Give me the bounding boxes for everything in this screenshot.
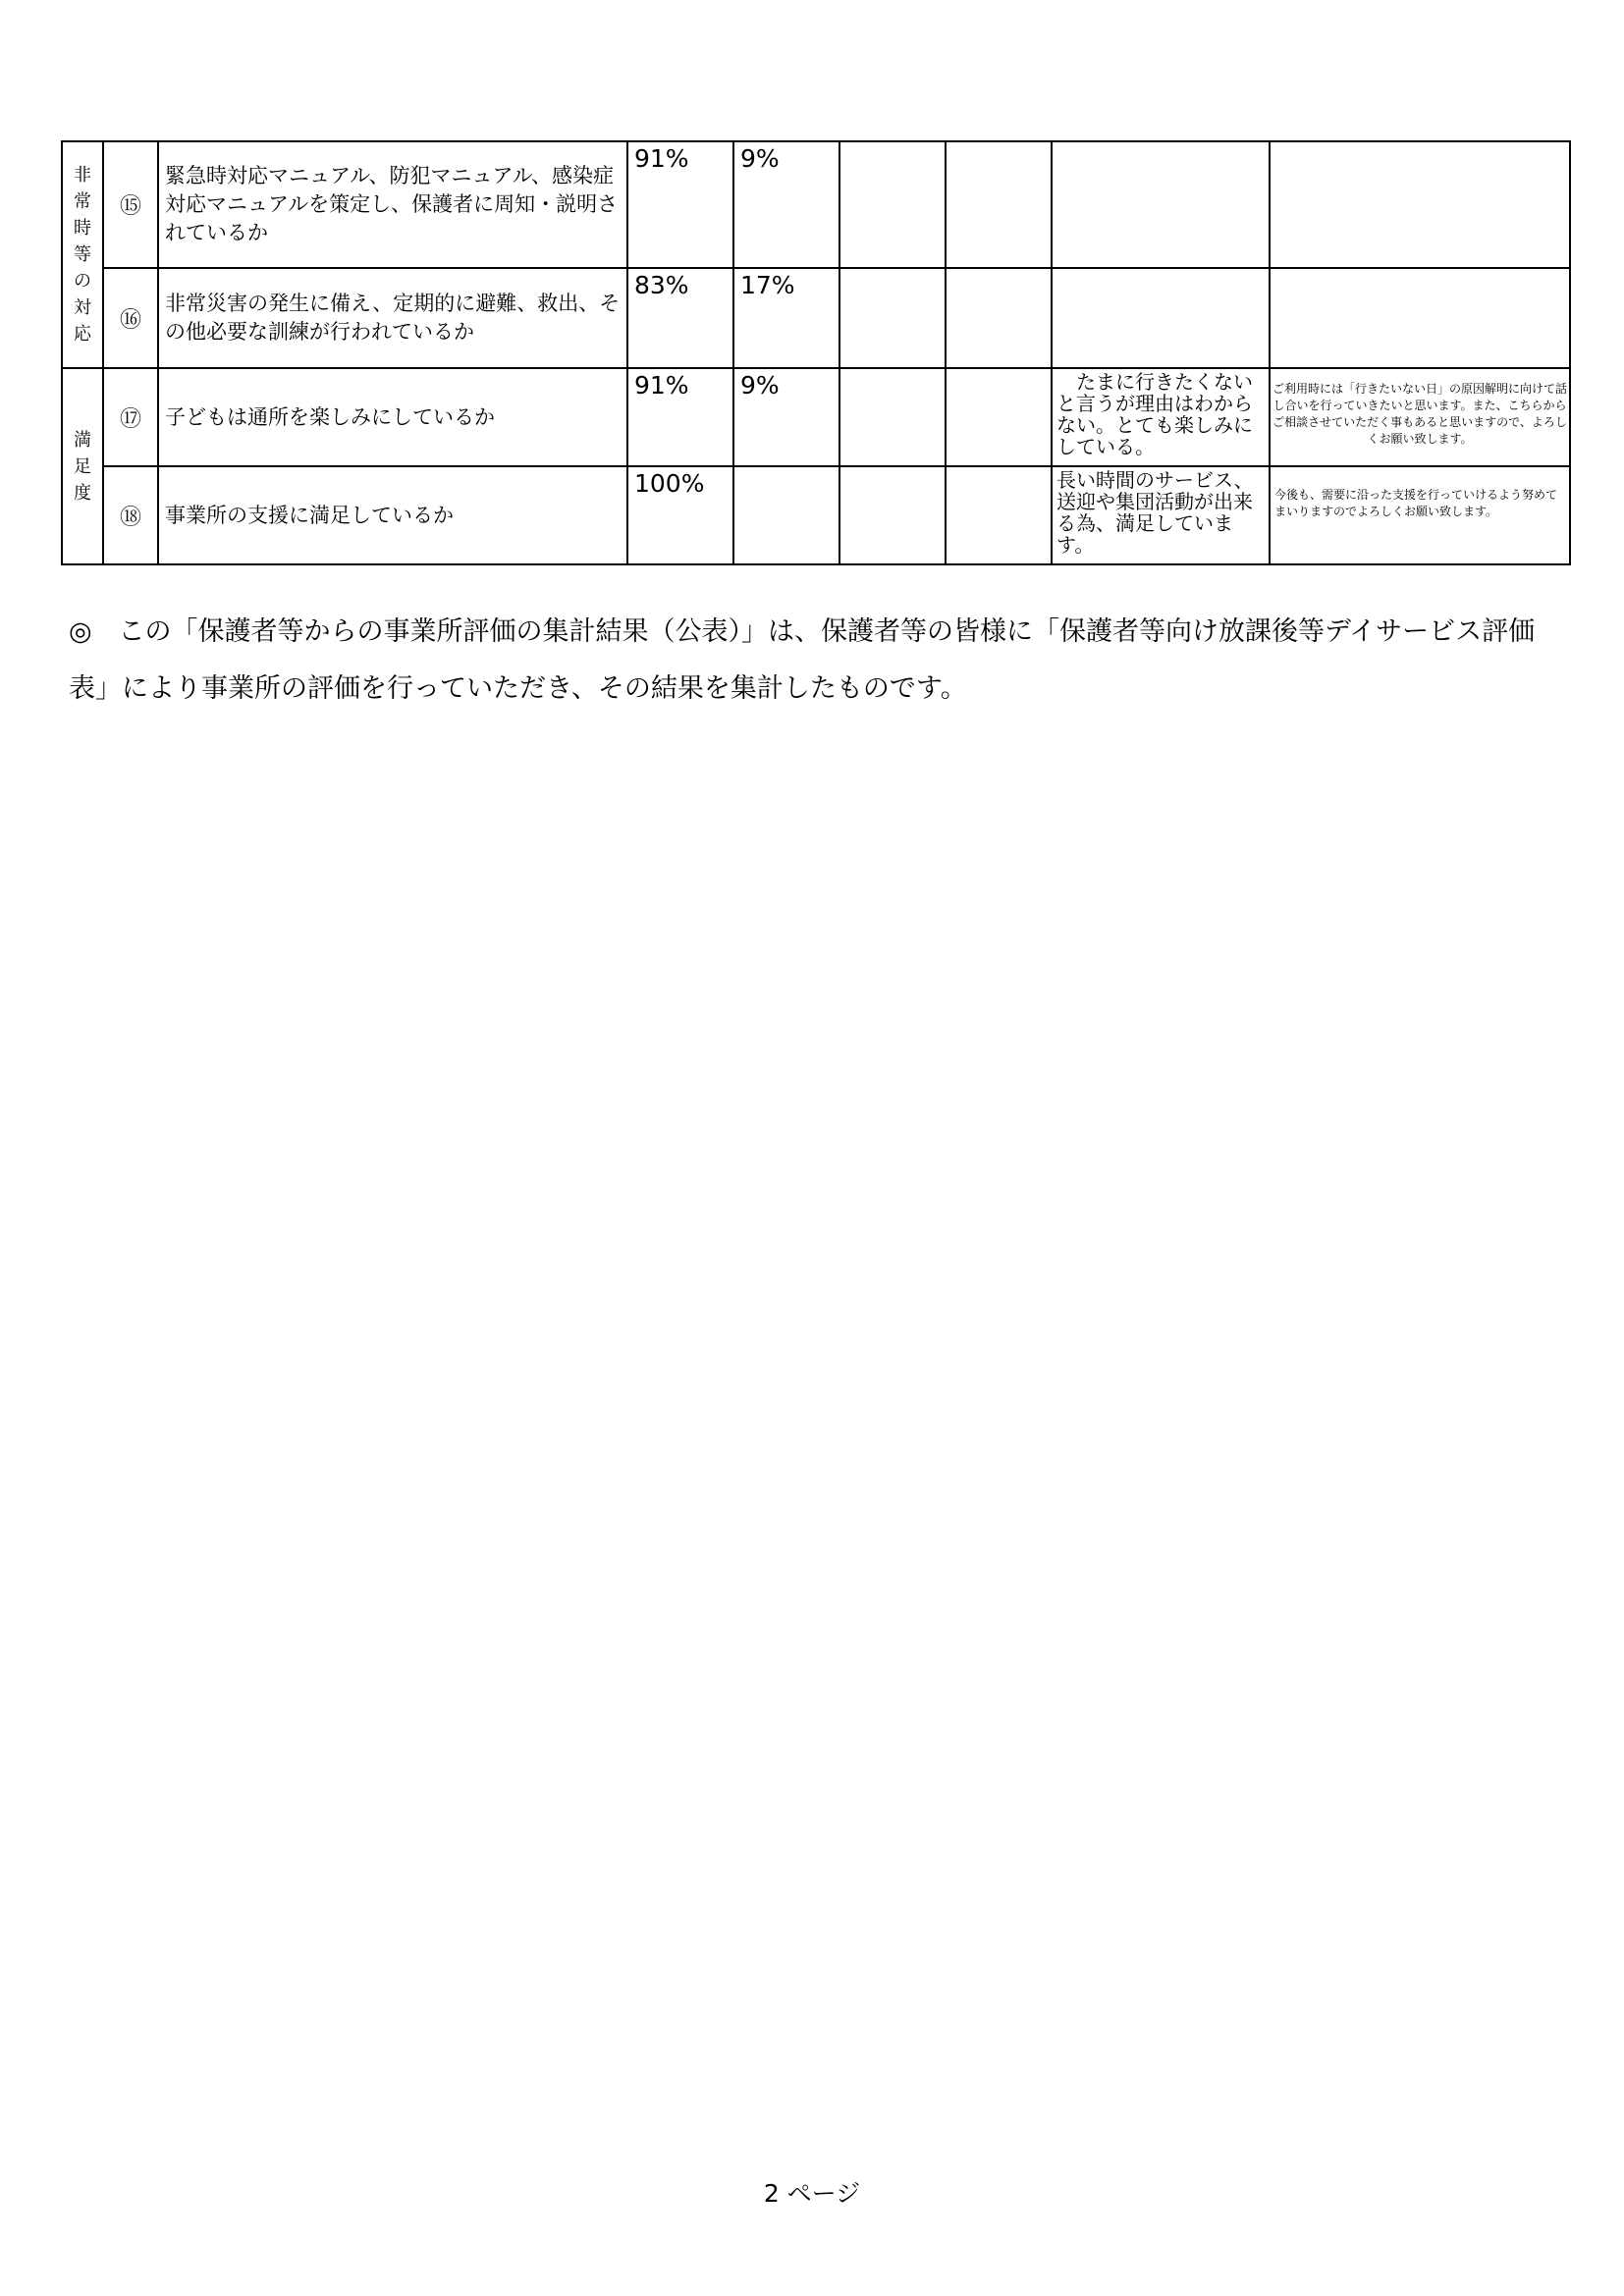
percent-no — [839, 466, 946, 564]
guardian-opinion — [1052, 268, 1270, 368]
table-row — [62, 141, 1570, 268]
category-cell-satisfaction: 満足度 — [62, 368, 103, 564]
item-number: ⑱ — [103, 466, 158, 564]
guardian-opinion: 長い時間のサービス、送迎や集団活動が出来る為、満足しています。 — [1052, 466, 1270, 564]
percent-unknown — [946, 466, 1052, 564]
category-cell-emergency: 非常時等の対応 — [62, 141, 103, 368]
percent-somewhat: 17% — [733, 268, 839, 368]
item-number: ⑰ — [103, 368, 158, 466]
facility-response — [1270, 268, 1570, 368]
evaluation-table — [61, 140, 1571, 565]
percent-yes: 83% — [627, 268, 733, 368]
table-row — [62, 368, 1570, 466]
guardian-opinion — [1052, 141, 1270, 268]
percent-no — [839, 268, 946, 368]
question-cell: 子どもは通所を楽しみにしているか — [158, 368, 627, 466]
question-cell: 緊急時対応マニュアル、防犯マニュアル、感染症対応マニュアルを策定し、保護者に周知・説明されているか — [158, 141, 627, 268]
percent-yes: 100% — [627, 466, 733, 564]
table-row — [62, 466, 1570, 564]
percent-somewhat: 9% — [733, 368, 839, 466]
percent-somewhat — [733, 466, 839, 564]
percent-no — [839, 141, 946, 268]
disclosure-note: ◎ この「保護者等からの事業所評価の集計結果（公表）」は、保護者等の皆様に「保護者等向け放課後等デイサービス評価表」により事業所の評価を行っていただき、その結果を集計したものです。 — [69, 616, 1536, 704]
table-row — [62, 268, 1570, 368]
percent-no — [839, 368, 946, 466]
facility-response: 今後も、需要に沿った支援を行っていけるよう努めてまいりますのでよろしくお願い致します。 — [1270, 466, 1570, 564]
item-number: ⑮ — [103, 141, 158, 268]
question-cell: 事業所の支援に満足しているか — [158, 466, 627, 564]
percent-unknown — [946, 268, 1052, 368]
facility-response: ご利用時には「行きたいない日」の原因解明に向けて話し合いを行っていきたいと思います。また、こちらからご相談させていただく事もあると思いますので、よろしくお願い致します。 — [1270, 368, 1570, 466]
percent-unknown — [946, 368, 1052, 466]
facility-response — [1270, 141, 1570, 268]
percent-yes: 91% — [627, 141, 733, 268]
item-number: ⑯ — [103, 268, 158, 368]
percent-yes: 91% — [627, 368, 733, 466]
guardian-opinion: たまに行きたくないと言うが理由はわからない。とても楽しみにしている。 — [1052, 368, 1270, 466]
percent-somewhat: 9% — [733, 141, 839, 268]
percent-unknown — [946, 141, 1052, 268]
question-cell: 非常災害の発生に備え、定期的に避難、救出、その他必要な訓練が行われているか — [158, 268, 627, 368]
page-number: 2 ページ — [763, 2179, 861, 2208]
